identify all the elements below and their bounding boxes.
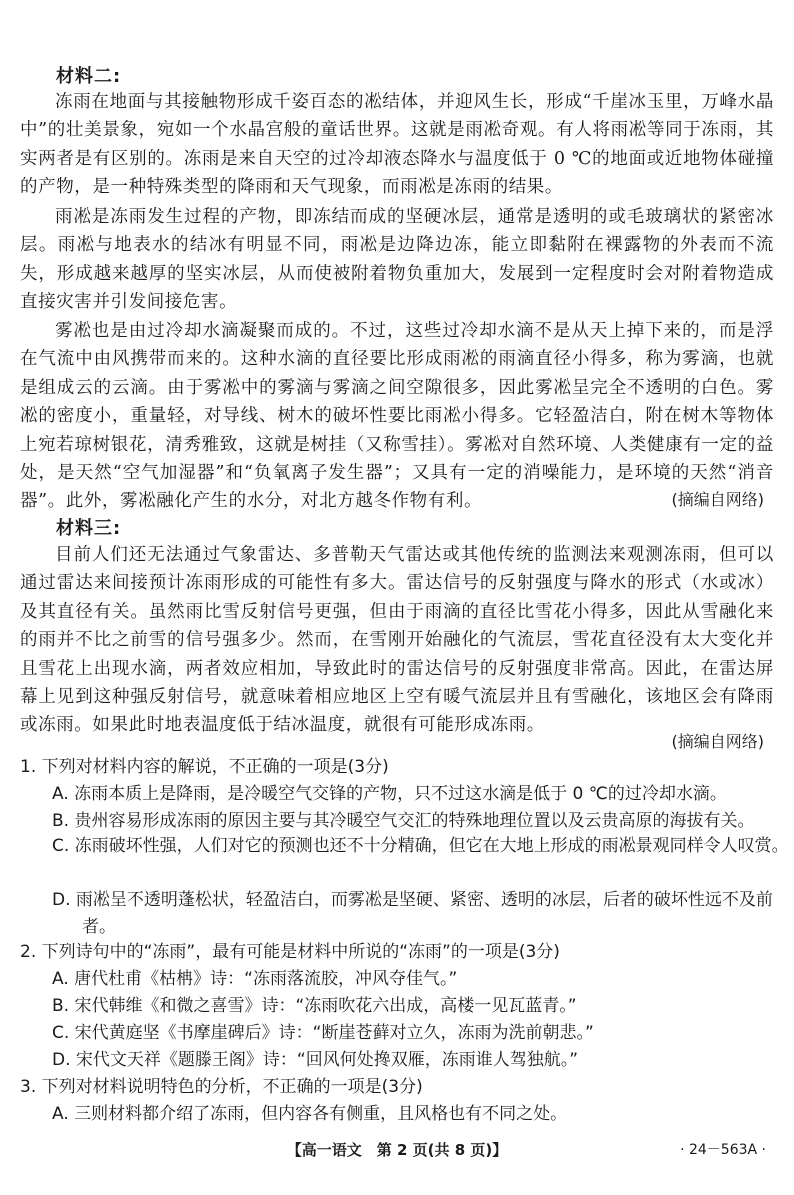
question-2-option-c: C. 宋代黄庭坚《书摩崖碑后》诗：“断崖苍藓对立久，冻雨为洗前朝悲。”: [52, 1023, 594, 1043]
material-2-heading: 材料二:: [56, 66, 122, 87]
question-1-stem: 1. 下列对材料内容的解说，不正确的一项是(3分): [20, 757, 389, 777]
question-3-option-a: A. 三则材料都介绍了冻雨，但内容各有侧重，且风格也有不同之处。: [52, 1104, 568, 1124]
question-1-option-d: D. 雨凇呈不透明蓬松状，轻盈洁白，而雾凇是坚硬、紧密、透明的冰层，后者的破坏性远不及前者。: [52, 890, 773, 937]
material-2-paragraph-3: 雾凇也是由过冷却水滴凝聚而成的。不过，这些过冷却水滴不是从天上掉下来的，而是浮在气流中由风携带而来的。这种水滴的直径要比形成雨凇的雨滴直径小得多，称为雾滴，也就是组成云的云滴。由于雾凇中的雾滴与雾滴之间空隙很多，因此雾凇呈完全不透明的白色。雾凇的密度小，重量轻，对导线、树木的破坏性要比雨凇小得多。它轻盈洁白，附在树木等物体上宛若琼树银花，清秀雅致，这就是树挂（又称雪挂）。雾凇对自然环境、人类健康有一定的益处，是天然“空气加湿器”和“负氧离子发生器”；又具有一定的消噪能力，是环境的天然“消音器”。此外，雾凇融化产生的水分，对北方越冬作物有利。: [20, 321, 774, 512]
question-1-option-c: C. 冻雨破坏性强，人们对它的预测也还不十分精确，但它在大地上形成的雨凇景观同样令人叹赏。: [52, 836, 789, 856]
question-2-option-b: B. 宋代韩维《和微之喜雪》诗：“冻雨吹花六出成，高楼一见瓦蓝青。”: [52, 996, 577, 1016]
question-2-stem: 2. 下列诗句中的“冻雨”，最有可能是材料中所说的“冻雨”的一项是(3分): [20, 942, 560, 962]
paper-code: · 24－563A ·: [680, 1142, 766, 1158]
question-3-stem: 3. 下列对材料说明特色的分析，不正确的一项是(3分): [20, 1077, 423, 1097]
material-2-paragraph-1: 冻雨在地面与其接触物形成千姿百态的凇结体，并迎风生长，形成“千崖冰玉里，万峰水晶中”的壮美景象，宛如一个水晶宫般的童话世界。这就是雨凇奇观。有人将雨凇等同于冻雨，其实两者是有区别的。冻雨是来自天空的过冷却液态降水与温度低于 0 ℃的地面或近地物体碰撞的产物，是一种特殊类型的降雨和天气现象，而雨凇是冻雨的结果。: [20, 92, 774, 198]
question-2-option-d: D. 宋代文天祥《题滕王阁》诗：“回风何处搀双雁，冻雨谁人驾独航。”: [52, 1050, 579, 1070]
question-2-option-a: A. 唐代杜甫《枯柟》诗：“冻雨落流胶，冲风夺佳气。”: [52, 969, 458, 989]
material-3-heading: 材料三:: [56, 518, 122, 539]
question-1-option-b: B. 贵州容易形成冻雨的原因主要与其冷暖空气交汇的特殊地理位置以及云贵高原的海拔有关。: [52, 811, 755, 831]
material-2-paragraph-2: 雨凇是冻雨发生过程的产物，即冻结而成的坚硬冰层，通常是透明的或毛玻璃状的紧密冰层。雨凇与地表水的结冰有明显不同，雨凇是边降边冻，能立即黏附在裸露物的外表而不流失，形成越来越厚的坚实冰层，从而使被附着物负重加大，发展到一定程度时会对附着物造成直接灾害并引发间接危害。: [20, 207, 774, 313]
material-2-source: (摘编自网络): [671, 490, 764, 509]
material-3-source: (摘编自网络): [671, 732, 764, 751]
material-3-paragraph: 目前人们还无法通过气象雷达、多普勒天气雷达或其他传统的监测法来观测冻雨，但可以通过雷达来间接预计冻雨形成的可能性有多大。雷达信号的反射强度与降水的形式（水或冰）及其直径有关。虽然雨比雪反射信号更强，但由于雨滴的直径比雪花小得多，因此从雪融化来的雨并不比之前雪的信号强多少。然而，在雪刚开始融化的气流层，雪花直径没有太大变化并且雪花上出现水滴，两者效应相加，导致此时的雷达信号的反射强度非常高。因此，在雷达屏幕上见到这种强反射信号，就意味着相应地区上空有暖气流层并且有雪融化，该地区会有降雨或冻雨。如果此时地表温度低于结冰温度，就很有可能形成冻雨。: [20, 545, 774, 736]
question-1-option-a: A. 冻雨本质上是降雨，是冷暖空气交锋的产物，只不过这水滴是低于 0 ℃的过冷却水滴。: [52, 784, 727, 804]
page-footer: 【高一语文 第 2 页(共 8 页)】: [286, 1141, 508, 1159]
